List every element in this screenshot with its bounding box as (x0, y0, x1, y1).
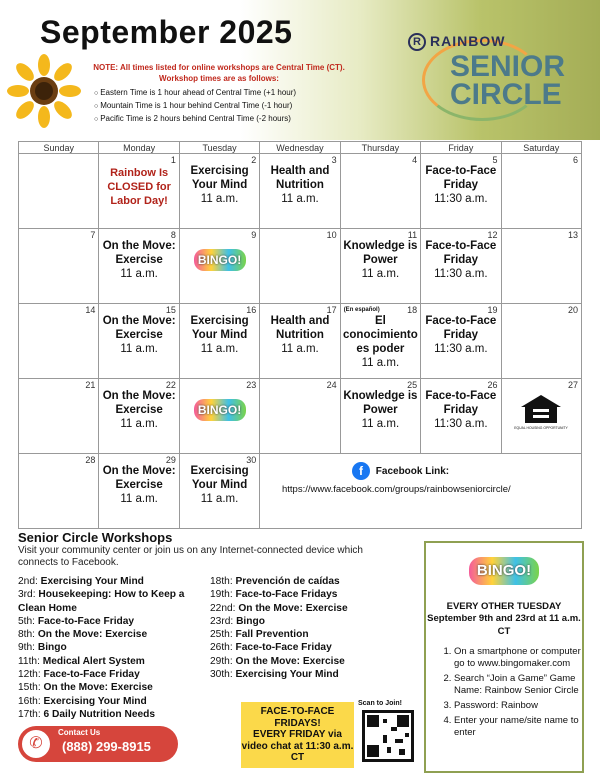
event-title: Health and Nutrition (270, 315, 330, 341)
day-cell (179, 379, 259, 454)
day-number: 16 (246, 305, 257, 315)
day-number: 17 (326, 305, 337, 315)
logo-line2: CIRCLE (450, 78, 562, 111)
day-cell (260, 154, 340, 229)
day-number: 21 (85, 380, 96, 390)
event-title: On the Move: Exercise (102, 315, 176, 341)
timezone-item: ○ Eastern Time is 1 hour ahead of Central Time (+1 hour) (94, 87, 354, 100)
event-title: On the Move: Exercise (102, 465, 176, 491)
day-number: 27 (567, 380, 578, 390)
face-to-face-box (241, 702, 354, 768)
event-time: 11 a.m. (200, 343, 239, 355)
day-cell (99, 154, 179, 229)
spanish-tag: (En español) (343, 307, 380, 313)
day-number: 25 (407, 380, 418, 390)
event-time: 11 a.m. (281, 343, 319, 355)
day-cell (501, 379, 581, 454)
day-number: 29 (165, 455, 176, 465)
bingo-logo: BINGO! (469, 557, 539, 585)
contact-label: Contact Us (58, 728, 101, 737)
day-number: 11 (407, 230, 418, 240)
equal-housing-icon (514, 393, 569, 433)
contact-us-badge[interactable] (18, 726, 178, 762)
event-time: 11:30 a.m. (434, 193, 488, 205)
day-header: Sunday (19, 142, 99, 154)
workshop-item: 9th: Bingo (18, 642, 67, 654)
day-cell (179, 154, 259, 229)
event-time: 11 a.m. (120, 418, 158, 430)
rainbow-senior-circle-logo (400, 25, 570, 120)
day-number: 7 (90, 230, 96, 240)
bingo-step: 4. Enter your name/site name to enter (454, 715, 582, 739)
day-header: Friday (421, 142, 501, 154)
note-line1: NOTE: All times listed for online workshops are Central Time (CT). (93, 63, 345, 72)
day-cell (421, 154, 501, 229)
day-cell-empty (19, 154, 99, 229)
workshops-list-left (18, 575, 213, 721)
day-number: 26 (487, 380, 498, 390)
bingo-step: 2. Search “Join a Game” Game Name: Rainbow Senior Circle (454, 673, 582, 697)
day-number: 18 (407, 305, 418, 315)
event-title: On the Move: Exercise (102, 240, 176, 266)
workshop-item: 17th: 6 Daily Nutrition Needs (18, 708, 156, 720)
day-cell (501, 154, 581, 229)
bingo-step: 1. On a smartphone or computer go to www.bingomaker.com (454, 646, 582, 670)
day-number: 10 (326, 230, 337, 240)
day-header: Tuesday (179, 142, 259, 154)
page-title: September 2025 (40, 14, 293, 50)
event-time: 11 a.m. (281, 193, 319, 205)
event-time: 11:30 a.m. (434, 343, 488, 355)
workshop-item: 12th: Face-to-Face Friday (18, 669, 140, 681)
event-time: 11 a.m. (361, 357, 400, 369)
bingo-logo: BINGO! (194, 399, 246, 421)
day-header: Saturday (501, 142, 581, 154)
day-cell (340, 379, 420, 454)
event-title: Knowledge is Power (343, 240, 418, 266)
workshop-item: 25th: Fall Prevention (210, 629, 309, 641)
facebook-label: Facebook Link: (375, 465, 450, 477)
event-time: 11 a.m. (120, 493, 158, 505)
day-cell (340, 229, 420, 304)
day-cell (19, 454, 99, 529)
event-title: El conocimiento es poder (343, 315, 418, 355)
day-cell (340, 154, 420, 229)
logo-senior-circle-text (450, 50, 566, 111)
timezone-item: ○ Pacific Time is 2 hours behind Central Time (-2 hours) (94, 113, 354, 126)
event-time: 11 a.m. (200, 193, 239, 205)
logo-rainbow-text: RAINBOW (430, 33, 506, 49)
equal-housing-label: EQUAL HOUSING OPPORTUNITY (514, 426, 569, 430)
note-line2: Workshop times are as follows: (159, 74, 279, 83)
event-title: Knowledge is Power (343, 390, 418, 416)
event-title: Exercising Your Mind (190, 465, 249, 491)
day-cell (99, 304, 179, 379)
day-cell (99, 229, 179, 304)
day-number: 15 (165, 305, 176, 315)
sunflower-icon (8, 55, 80, 127)
event-title: Exercising Your Mind (190, 165, 249, 191)
day-cell (179, 304, 259, 379)
logo-line1: SENIOR (450, 50, 566, 83)
workshops-list-right (210, 575, 410, 681)
week-row (19, 229, 582, 304)
event-title: Exercising Your Mind (190, 315, 249, 341)
qr-code[interactable] (362, 710, 414, 762)
event-title: On the Move: Exercise (102, 390, 176, 416)
workshop-item: 2nd: Exercising Your Mind (18, 576, 144, 587)
day-number: 6 (572, 155, 578, 165)
workshop-item: 30th: Exercising Your Mind (210, 669, 339, 681)
workshop-item: 22nd: On the Move: Exercise (210, 602, 348, 614)
day-cell (179, 229, 259, 304)
header-banner (0, 0, 600, 140)
workshop-item: 11th: Medical Alert System (18, 655, 145, 667)
closed-notice: Rainbow Is CLOSED for Labor Day! (107, 167, 171, 207)
timezone-item: ○ Mountain Time is 1 hour behind Central Time (-1 hour) (94, 100, 354, 113)
workshop-item: 15th: On the Move: Exercise (18, 682, 153, 694)
week-row (19, 379, 582, 454)
day-cell (19, 379, 99, 454)
day-number: 5 (492, 155, 498, 165)
event-title: Face-to-Face Friday (425, 390, 497, 416)
day-number: 20 (567, 305, 578, 315)
event-time: 11:30 a.m. (434, 418, 488, 430)
day-number: 23 (246, 380, 257, 390)
bingo-logo: BINGO! (194, 249, 246, 271)
day-cell (260, 379, 340, 454)
day-number: 24 (326, 380, 337, 390)
day-cell (260, 304, 340, 379)
workshop-item: 16th: Exercising Your Mind (18, 695, 147, 707)
day-number: 14 (85, 305, 96, 315)
bingo-step: 3. Password: Rainbow (454, 700, 582, 712)
facebook-url[interactable]: https://www.facebook.com/groups/rainbowseniorcircle/ (282, 484, 511, 495)
day-number: 28 (85, 455, 96, 465)
day-cell (421, 379, 501, 454)
workshops-description: Visit your community center or join us on any Internet-connected device which connects to Facebook. (18, 545, 363, 568)
event-title: Face-to-Face Friday (425, 240, 497, 266)
phone-icon: ✆ (20, 728, 52, 760)
day-cell (260, 229, 340, 304)
ftf-heading: FACE-TO-FACE FRIDAYS! (260, 706, 335, 729)
ftf-details: EVERY FRIDAY via video chat at 11:30 a.m. CT (241, 729, 354, 763)
event-time: 11 a.m. (361, 268, 400, 280)
workshop-item: 26th: Face-to-Face Friday (210, 642, 332, 654)
event-time: 11 a.m. (200, 493, 239, 505)
workshop-item: 29th: On the Move: Exercise (210, 655, 345, 667)
day-number: 22 (165, 380, 176, 390)
day-number: 1 (170, 155, 176, 165)
bingo-frequency: EVERY OTHER TUESDAY (446, 601, 562, 612)
day-number: 19 (487, 305, 498, 315)
day-cell (340, 304, 420, 379)
day-header-row (19, 142, 582, 154)
day-cell (421, 304, 501, 379)
event-time: 11 a.m. (361, 418, 400, 430)
facebook-icon: f (352, 462, 370, 480)
day-number: 12 (487, 230, 498, 240)
logo-mark: R (408, 33, 426, 51)
day-header: Wednesday (260, 142, 340, 154)
scan-label: Scan to Join! (358, 700, 402, 707)
workshop-item: 8th: On the Move: Exercise (18, 629, 148, 641)
workshop-item: 18th: Prevención de caídas (210, 576, 340, 587)
phone-number[interactable]: (888) 299-8915 (62, 739, 151, 754)
workshops-title: Senior Circle Workshops (18, 530, 173, 545)
day-cell (501, 304, 581, 379)
week-row (19, 154, 582, 229)
event-time: 11:30 a.m. (434, 268, 488, 280)
day-header: Thursday (340, 142, 420, 154)
day-number: 2 (251, 155, 257, 165)
event-time: 11 a.m. (120, 268, 158, 280)
timezone-list (94, 87, 354, 126)
workshop-item: 5th: Face-to-Face Friday (18, 615, 135, 627)
day-number: 4 (412, 155, 418, 165)
day-cell (99, 454, 179, 529)
event-title: Health and Nutrition (270, 165, 330, 191)
day-number: 9 (251, 230, 257, 240)
day-cell (421, 229, 501, 304)
timezone-note (84, 62, 354, 126)
facebook-link-block (282, 462, 572, 495)
day-number: 30 (246, 455, 257, 465)
day-cell (179, 454, 259, 529)
week-row (19, 304, 582, 379)
day-number: 3 (331, 155, 337, 165)
day-number: 8 (170, 230, 176, 240)
bingo-dates: September 9th and 23rd at 11 a.m. CT (427, 613, 581, 637)
bingo-instructions-box (424, 541, 584, 773)
bingo-steps (454, 646, 582, 739)
day-cell (501, 229, 581, 304)
day-number: 13 (567, 230, 578, 240)
workshop-item: 19th: Face-to-Face Fridays (210, 589, 338, 601)
workshop-item: 3rd: Housekeeping: How to Keep a Clean Home (18, 589, 185, 614)
workshop-item: 23rd: Bingo (210, 615, 265, 627)
event-time: 11 a.m. (120, 343, 158, 355)
event-title: Face-to-Face Friday (425, 165, 497, 191)
day-cell (99, 379, 179, 454)
day-header: Monday (99, 142, 179, 154)
event-title: Face-to-Face Friday (425, 315, 497, 341)
day-cell (19, 304, 99, 379)
day-cell (19, 229, 99, 304)
